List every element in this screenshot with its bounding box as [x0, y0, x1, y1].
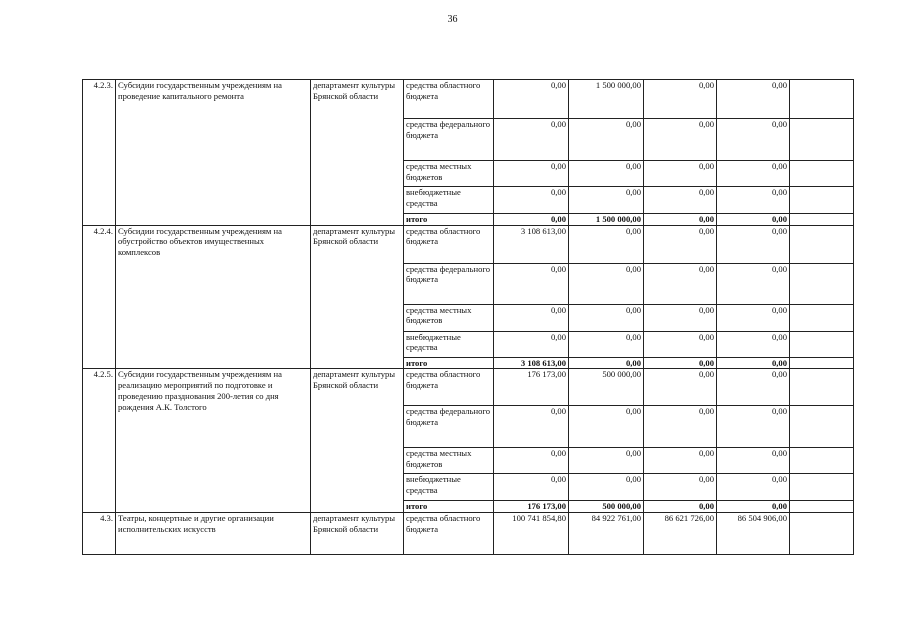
empty-cell	[790, 474, 854, 501]
amount-v2: 0,00	[569, 187, 644, 214]
amount-v1: 0,00	[494, 406, 569, 448]
empty-cell	[790, 119, 854, 161]
empty-cell	[790, 501, 854, 513]
amount-v2: 0,00	[569, 263, 644, 304]
amount-v3: 0,00	[644, 263, 717, 304]
amount-v4: 0,00	[717, 304, 790, 331]
item-name: Субсидии государственным учреждениям на реализацию мероприятий по подготовке и проведению празднования 200-летия со дня рождения А.К. Толстого	[116, 369, 311, 513]
amount-v3: 0,00	[644, 448, 717, 474]
item-name: Субсидии государственным учреждениям на обустройство объектов имущественных комплексов	[116, 225, 311, 369]
empty-cell	[790, 214, 854, 226]
amount-v3: 0,00	[644, 304, 717, 331]
amount-v1: 0,00	[494, 119, 569, 161]
amount-v4: 0,00	[717, 187, 790, 214]
amount-v1: 0,00	[494, 448, 569, 474]
amount-v3: 0,00	[644, 501, 717, 513]
amount-v3: 86 621 726,00	[644, 513, 717, 555]
empty-cell	[790, 80, 854, 119]
amount-v1: 0,00	[494, 161, 569, 187]
amount-v4: 0,00	[717, 474, 790, 501]
amount-v2: 0,00	[569, 161, 644, 187]
funding-source: внебюджетные средства	[404, 187, 494, 214]
amount-v4: 0,00	[717, 357, 790, 369]
amount-v1: 0,00	[494, 187, 569, 214]
funding-source: средства областного бюджета	[404, 369, 494, 406]
table-row	[83, 225, 854, 263]
funding-source: средства местных бюджетов	[404, 448, 494, 474]
funding-source: средства областного бюджета	[404, 225, 494, 263]
amount-v3: 0,00	[644, 369, 717, 406]
amount-v4: 0,00	[717, 214, 790, 226]
item-executor: департамент культуры Брянской области	[311, 369, 404, 513]
amount-v3: 0,00	[644, 225, 717, 263]
amount-v4: 0,00	[717, 80, 790, 119]
table-row	[83, 513, 854, 555]
amount-v4: 0,00	[717, 406, 790, 448]
amount-v4: 0,00	[717, 331, 790, 357]
table-row	[83, 80, 854, 119]
budget-table	[82, 79, 854, 555]
amount-v4: 0,00	[717, 225, 790, 263]
table-row	[83, 369, 854, 406]
item-executor: департамент культуры Брянской области	[311, 225, 404, 369]
item-code: 4.3.	[83, 513, 116, 555]
funding-source: средства федерального бюджета	[404, 263, 494, 304]
amount-v3: 0,00	[644, 474, 717, 501]
page-number: 36	[447, 14, 458, 25]
amount-v3: 0,00	[644, 357, 717, 369]
item-executor: департамент культуры Брянской области	[311, 513, 404, 555]
amount-v4: 0,00	[717, 448, 790, 474]
amount-v1: 0,00	[494, 304, 569, 331]
amount-v2: 0,00	[569, 304, 644, 331]
empty-cell	[790, 448, 854, 474]
amount-v2: 1 500 000,00	[569, 214, 644, 226]
amount-v1: 0,00	[494, 80, 569, 119]
item-code: 4.2.5.	[83, 369, 116, 513]
funding-source: средства федерального бюджета	[404, 119, 494, 161]
amount-v2: 0,00	[569, 448, 644, 474]
amount-v4: 86 504 906,00	[717, 513, 790, 555]
amount-v1: 0,00	[494, 263, 569, 304]
amount-v2: 0,00	[569, 474, 644, 501]
amount-v2: 500 000,00	[569, 369, 644, 406]
amount-v1: 3 108 613,00	[494, 357, 569, 369]
amount-v2: 500 000,00	[569, 501, 644, 513]
amount-v2: 0,00	[569, 406, 644, 448]
amount-v3: 0,00	[644, 119, 717, 161]
funding-source: средства местных бюджетов	[404, 304, 494, 331]
amount-v1: 100 741 854,80	[494, 513, 569, 555]
item-name: Субсидии государственным учреждениям на проведение капитального ремонта	[116, 80, 311, 226]
amount-v1: 176 173,00	[494, 369, 569, 406]
amount-v3: 0,00	[644, 80, 717, 119]
amount-v2: 0,00	[569, 357, 644, 369]
amount-v3: 0,00	[644, 187, 717, 214]
empty-cell	[790, 357, 854, 369]
amount-v4: 0,00	[717, 263, 790, 304]
amount-v1: 0,00	[494, 331, 569, 357]
empty-cell	[790, 187, 854, 214]
funding-source: внебюджетные средства	[404, 474, 494, 501]
funding-source: итого	[404, 214, 494, 226]
amount-v2: 0,00	[569, 119, 644, 161]
amount-v3: 0,00	[644, 331, 717, 357]
amount-v3: 0,00	[644, 406, 717, 448]
amount-v4: 0,00	[717, 119, 790, 161]
amount-v4: 0,00	[717, 161, 790, 187]
empty-cell	[790, 263, 854, 304]
amount-v3: 0,00	[644, 214, 717, 226]
amount-v1: 0,00	[494, 214, 569, 226]
item-name: Театры, концертные и другие организации исполнительских искусств	[116, 513, 311, 555]
item-executor: департамент культуры Брянской области	[311, 80, 404, 226]
amount-v4: 0,00	[717, 501, 790, 513]
funding-source: итого	[404, 357, 494, 369]
funding-source: внебюджетные средства	[404, 331, 494, 357]
amount-v2: 84 922 761,00	[569, 513, 644, 555]
amount-v4: 0,00	[717, 369, 790, 406]
funding-source: итого	[404, 501, 494, 513]
empty-cell	[790, 406, 854, 448]
item-code: 4.2.3.	[83, 80, 116, 226]
empty-cell	[790, 161, 854, 187]
empty-cell	[790, 513, 854, 555]
amount-v2: 1 500 000,00	[569, 80, 644, 119]
funding-source: средства федерального бюджета	[404, 406, 494, 448]
amount-v2: 0,00	[569, 331, 644, 357]
empty-cell	[790, 304, 854, 331]
empty-cell	[790, 225, 854, 263]
funding-source: средства областного бюджета	[404, 80, 494, 119]
amount-v3: 0,00	[644, 161, 717, 187]
amount-v1: 176 173,00	[494, 501, 569, 513]
funding-source: средства местных бюджетов	[404, 161, 494, 187]
amount-v1: 3 108 613,00	[494, 225, 569, 263]
item-code: 4.2.4.	[83, 225, 116, 369]
empty-cell	[790, 331, 854, 357]
amount-v1: 0,00	[494, 474, 569, 501]
amount-v2: 0,00	[569, 225, 644, 263]
empty-cell	[790, 369, 854, 406]
funding-source: средства областного бюджета	[404, 513, 494, 555]
